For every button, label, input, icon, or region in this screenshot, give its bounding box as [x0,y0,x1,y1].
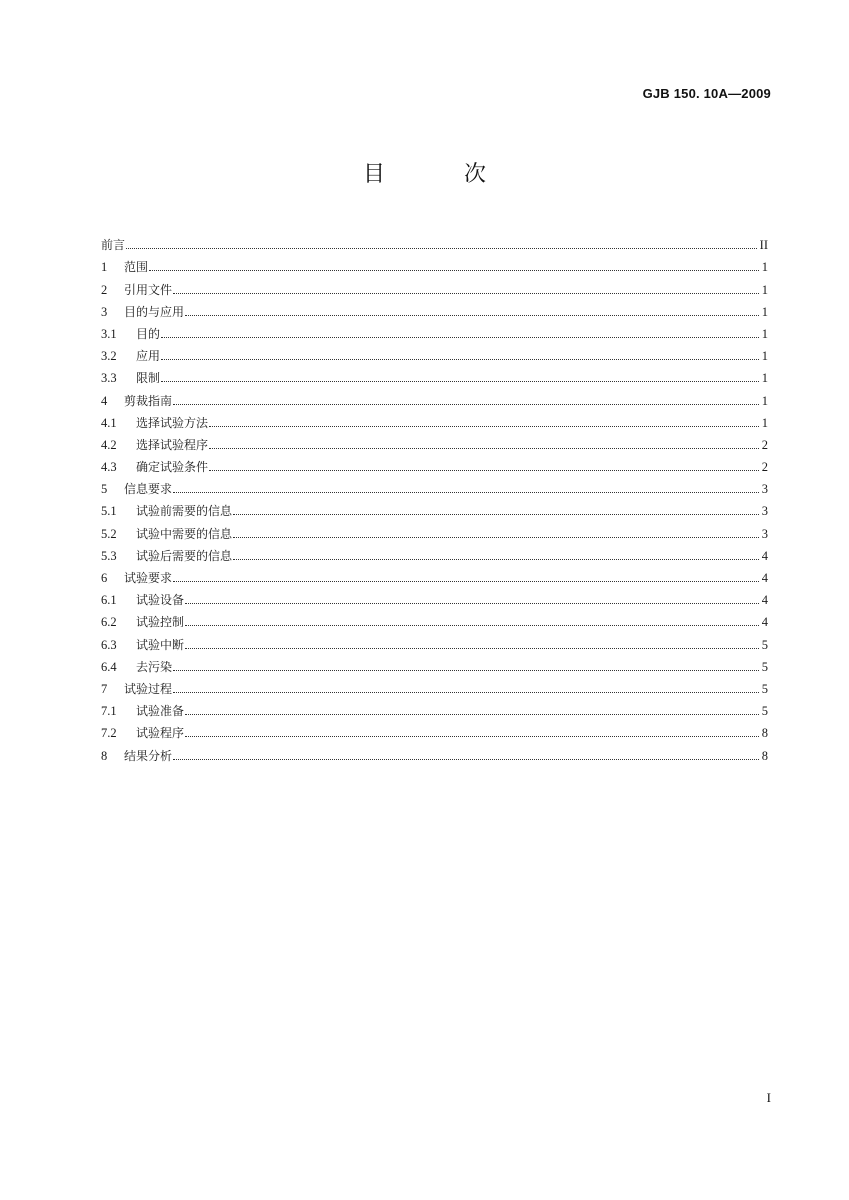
toc-entry-label: 选择试验方法 [136,415,209,430]
toc-entry[interactable] [101,674,768,696]
toc-entry-number: 1 [101,260,108,275]
toc-entry-label: 结果分析 [124,748,173,763]
toc-entry-number: 4.2 [101,437,117,452]
toc-entry-label: 引用文件 [124,282,173,297]
toc-entry[interactable] [101,563,768,585]
toc-dot-leader [161,381,759,382]
toc-dot-leader [185,315,759,316]
table-of-contents [101,230,768,763]
toc-entry-number: 6 [101,571,108,585]
toc-entry-page: 1 [761,304,768,319]
toc-dot-leader [173,293,759,294]
toc-dot-leader [161,337,759,338]
toc-dot-leader [185,736,759,737]
toc-dot-leader [209,470,759,471]
toc-entry-number: 7.2 [101,726,117,741]
toc-entry-number: 5.1 [101,504,117,519]
toc-entry-page: 5 [761,659,768,674]
toc-dot-leader [173,670,759,671]
toc-entry-number: 8 [101,748,108,763]
standard-code: GJB 150. 10A—2009 [642,86,771,101]
toc-entry-page: 3 [761,504,768,519]
toc-entry[interactable] [101,230,768,252]
page-title: 目 次 [363,162,522,187]
toc-entry[interactable] [101,629,768,651]
toc-entry-label: 试验前需要的信息 [136,504,233,519]
toc-entry-page: 4 [761,615,768,630]
toc-entry-number: 3 [101,304,108,319]
toc-entry-page: 4 [761,593,768,608]
toc-entry-page: 5 [761,704,768,719]
toc-entry[interactable] [101,652,768,674]
toc-entry[interactable] [101,452,768,474]
toc-entry-number: 3.3 [101,371,117,386]
toc-dot-leader [173,581,759,582]
toc-entry-label: 试验准备 [136,704,185,719]
toc-entry-label: 范围 [124,260,149,275]
toc-entry-label: 试验程序 [136,726,185,741]
toc-entry-page: 4 [761,548,768,563]
toc-entry[interactable] [101,363,768,385]
toc-entry-page: 5 [761,681,768,696]
toc-entry[interactable] [101,274,768,296]
toc-entry[interactable] [101,696,768,718]
toc-entry-number: 4.3 [101,460,117,475]
toc-entry-page: 1 [761,371,768,386]
toc-entry-label: 试验过程 [124,681,173,696]
toc-entry-number: 4 [101,393,108,408]
toc-entry[interactable] [101,297,768,319]
toc-entry[interactable] [101,385,768,407]
toc-entry-number: 2 [101,282,108,297]
toc-entry-label: 应用 [136,349,161,364]
toc-entry-label: 去污染 [136,659,173,674]
toc-entry-number: 5.3 [101,548,117,563]
toc-entry-page: 8 [761,748,768,763]
toc-entry-page: 3 [761,482,768,497]
toc-entry[interactable] [101,341,768,363]
toc-entry-page: 1 [761,393,768,408]
toc-entry[interactable] [101,496,768,518]
toc-entry[interactable] [101,740,768,762]
toc-dot-leader [209,426,759,427]
toc-entry-label: 信息要求 [124,482,173,497]
toc-entry-label: 目的 [136,326,161,341]
toc-dot-leader [185,714,759,715]
toc-dot-leader [209,448,759,449]
toc-entry-page: 1 [761,326,768,341]
toc-entry-page: 2 [761,460,768,475]
toc-entry[interactable] [101,319,768,341]
toc-entry[interactable] [101,718,768,740]
toc-entry-page: 1 [761,415,768,430]
toc-entry-label: 选择试验程序 [136,437,209,452]
toc-dot-leader [173,692,759,693]
toc-dot-leader [185,648,759,649]
toc-entry[interactable] [101,585,768,607]
toc-entry-label: 试验控制 [136,615,185,630]
toc-entry-number: 6.3 [101,637,117,652]
toc-dot-leader [233,537,759,538]
toc-entry-number: 5 [101,482,108,497]
toc-entry-page: II [759,238,768,253]
toc-entry-page: 1 [761,349,768,364]
toc-entry-label: 限制 [136,371,161,386]
page-number: I [766,1090,771,1105]
toc-dot-leader [233,514,759,515]
toc-entry[interactable] [101,541,768,563]
toc-entry-number: 5.2 [101,526,117,541]
toc-entry-number: 7.1 [101,704,117,719]
toc-entry[interactable] [101,518,768,540]
toc-entry-number: 3.2 [101,349,117,364]
toc-entry[interactable] [101,430,768,452]
toc-entry-number: 3.1 [101,326,117,341]
toc-dot-leader [126,248,757,249]
toc-entry-page: 8 [761,726,768,741]
toc-entry-label: 确定试验条件 [136,460,209,475]
toc-entry-label: 试验中需要的信息 [136,526,233,541]
toc-entry-page: 1 [761,260,768,275]
toc-entry-label: 试验要求 [124,571,173,585]
toc-entry-number: 6.2 [101,615,117,630]
toc-entry[interactable] [101,408,768,430]
toc-entry-label: 试验设备 [136,593,185,608]
toc-entry-label: 剪裁指南 [124,393,173,408]
toc-entry-page: 3 [761,526,768,541]
toc-entry-page: 1 [761,282,768,297]
toc-entry-number: 4.1 [101,415,117,430]
toc-entry-label: 试验后需要的信息 [136,548,233,563]
toc-dot-leader [173,404,759,405]
toc-dot-leader [185,603,759,604]
toc-entry-number: 6.1 [101,593,117,608]
toc-entry-number: 6.4 [101,659,117,674]
toc-dot-leader [185,625,759,626]
toc-dot-leader [173,492,759,493]
toc-entry-label: 前言 [101,238,126,253]
toc-entry[interactable] [101,474,768,496]
toc-entry[interactable] [101,252,768,274]
toc-entry-number: 7 [101,681,108,696]
toc-entry[interactable] [101,607,768,629]
toc-entry-page: 2 [761,437,768,452]
toc-entry-page: 5 [761,637,768,652]
toc-dot-leader [149,270,759,271]
toc-dot-leader [233,559,759,560]
toc-dot-leader [173,759,759,760]
toc-entry-label: 目的与应用 [124,304,185,319]
toc-dot-leader [161,359,759,360]
toc-entry-page: 4 [761,571,768,585]
toc-entry-label: 试验中断 [136,637,185,652]
